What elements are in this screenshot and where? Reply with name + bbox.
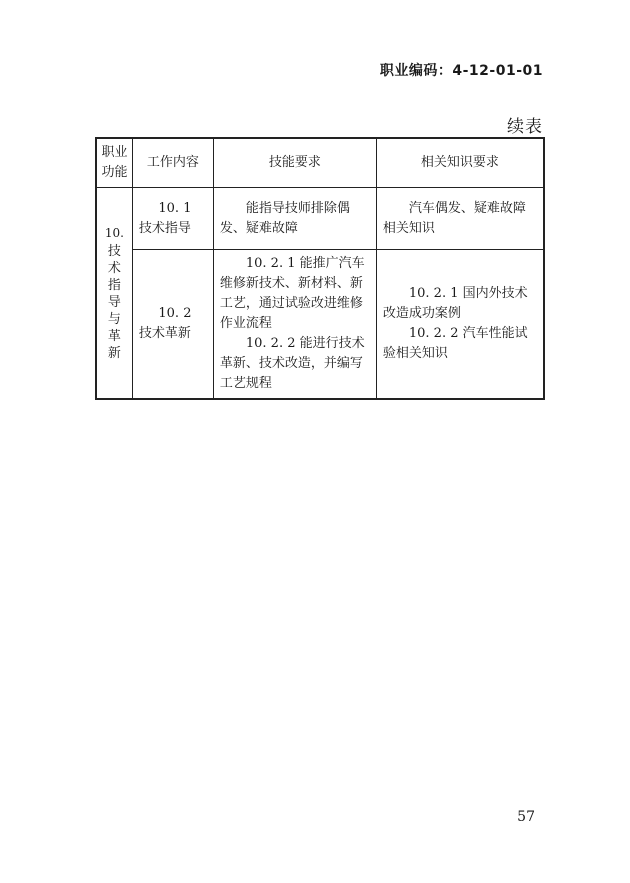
skill-cell: 能指导技师排除偶发、疑难故障: [213, 188, 376, 250]
work-cell: 10. 1 技术指导: [132, 188, 213, 250]
table-row: [96, 188, 544, 250]
knowledge-item: 10. 2. 1 国内外技术改造成功案例: [382, 286, 528, 321]
knowledge-item: 10. 2. 2 汽车性能试验相关知识: [382, 326, 528, 361]
function-number: 10.: [104, 225, 124, 240]
skill-item: 10. 2. 2 能进行技术革新、技术改造，并编写工艺规程: [219, 336, 365, 391]
table-header-row: [96, 138, 544, 188]
occupation-code: 职业编码：4-12-01-01: [379, 63, 543, 79]
continued-label: 续表: [507, 117, 543, 137]
skill-cell: [213, 250, 376, 400]
page-number: 57: [517, 809, 535, 825]
table-row: [96, 250, 544, 400]
col-header-knowledge: 相关知识要求: [376, 138, 544, 188]
col-header-work: 工作内容: [132, 138, 213, 188]
col-header-function: 职业 功能: [96, 138, 132, 188]
knowledge-cell: [376, 250, 544, 400]
skills-table: [95, 137, 545, 400]
skill-item: 10. 2. 1 能推广汽车维修新技术、新材料、新工艺，通过试验改进维修作业流程: [219, 256, 365, 331]
col-header-skill: 技能要求: [213, 138, 376, 188]
knowledge-cell: 汽车偶发、疑难故障相关知识: [376, 188, 544, 250]
function-name: 技术指导与革新: [107, 243, 121, 361]
work-cell: 10. 2 技术革新: [132, 250, 213, 400]
function-cell: [96, 188, 132, 400]
